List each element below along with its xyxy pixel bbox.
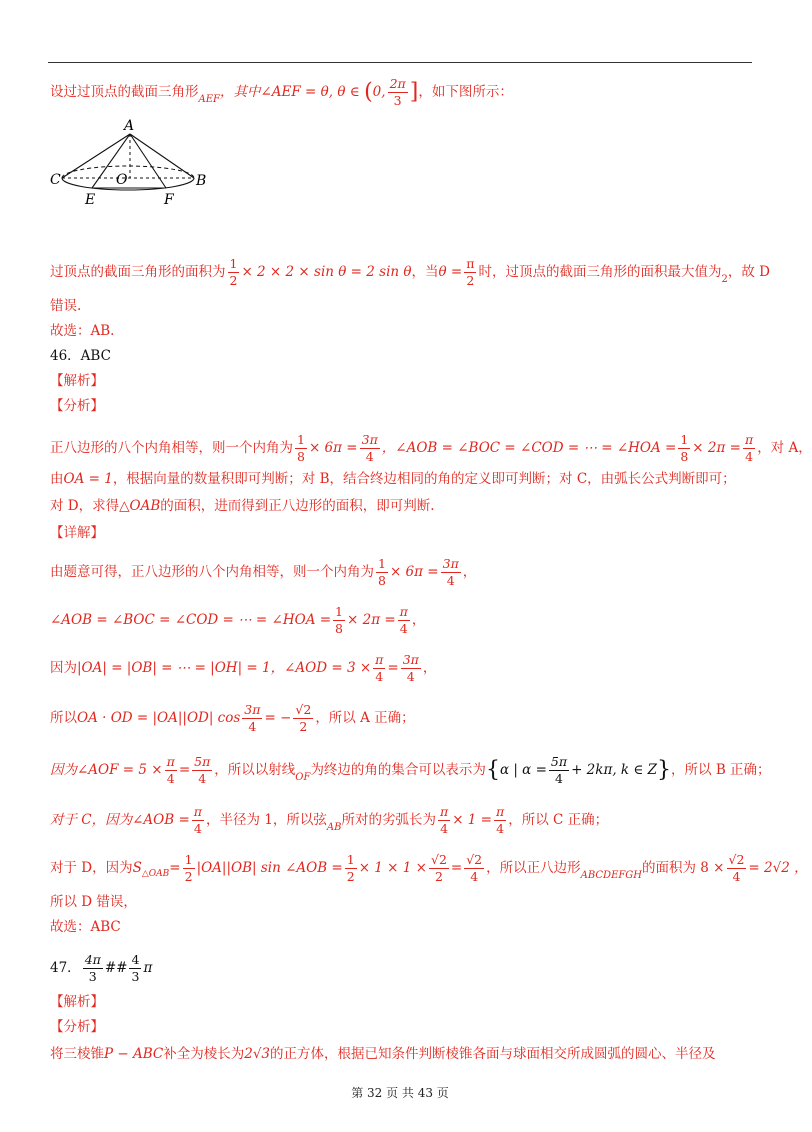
- math: ∠AOB = ∠BOC = ∠COD = ⋯ = ∠HOA =: [50, 612, 332, 628]
- bracket-right: ]: [409, 79, 419, 105]
- question-number-46: 46．ABC: [50, 348, 111, 364]
- frac-den: 8: [297, 449, 305, 464]
- text-line-15: [50, 702, 415, 735]
- text-line-18: [50, 852, 808, 886]
- text-line-4: 故选：AB.: [50, 323, 115, 339]
- section-jiexi: 【解析】: [50, 373, 104, 389]
- text: 由: [50, 471, 64, 487]
- label-c: C: [50, 172, 61, 188]
- text: 正八边形的八个内角相等，则一个内角为: [50, 440, 293, 456]
- text: ，故 D: [727, 264, 770, 280]
- frac-den: 4: [166, 771, 175, 786]
- label-e: E: [85, 192, 96, 208]
- math: OA · OD = |OA||OD| cos: [77, 710, 241, 726]
- text: 的正方体，根据已知条件判断棱锥各面与球面相交所成圆弧的圆心、半径及: [270, 1046, 716, 1062]
- text: ，所以 A 正确；: [315, 710, 415, 726]
- frac-den: 4: [198, 771, 207, 786]
- text: 对 D，求得: [50, 498, 120, 514]
- math: S: [132, 860, 142, 876]
- text-line-13: [50, 604, 425, 637]
- text: ，: [411, 612, 426, 628]
- text-line-24: [50, 1044, 716, 1064]
- text: 所以: [50, 710, 77, 726]
- frac-den: 3: [131, 969, 140, 984]
- frac-num: 1: [680, 432, 689, 447]
- page-footer: 第 32 页 共 43 页: [351, 1086, 449, 1100]
- math: × 2 × 2 × sin θ = 2 sin θ: [241, 264, 412, 280]
- frac-num: 3π: [361, 432, 378, 447]
- text: 补全为棱长为: [163, 1046, 245, 1062]
- math: π: [143, 960, 153, 976]
- question-number-47: [50, 952, 152, 985]
- math: OA = 1: [63, 471, 113, 487]
- interval-start: 0,: [372, 84, 386, 100]
- frac-den: 3: [393, 93, 402, 108]
- math: θ =: [438, 264, 463, 280]
- section-jiexi-47: 【解析】: [50, 994, 104, 1010]
- header-rule: [48, 62, 752, 63]
- frac-den: 4: [365, 449, 374, 464]
- math: 2: [721, 274, 728, 285]
- text-line-8: [50, 432, 812, 465]
- frac-den: 4: [732, 869, 741, 884]
- frac-num: 3π: [442, 556, 459, 571]
- frac-den: 4: [399, 621, 408, 636]
- label-a: A: [124, 118, 135, 134]
- frac-den: 4: [248, 719, 257, 734]
- cone-figure: [48, 118, 208, 210]
- math-sub: △OAB: [141, 869, 170, 879]
- frac-num: π: [744, 432, 754, 447]
- text-line-3: 错误.: [50, 298, 82, 314]
- frac-num: 3π: [244, 702, 261, 717]
- math: 因为∠AOF = 5 ×: [50, 762, 163, 778]
- text-line-20: 故选：ABC: [50, 919, 121, 935]
- brace-right: }: [657, 757, 672, 783]
- frac-num: π: [466, 256, 475, 271]
- frac-den: 2: [229, 273, 238, 288]
- text-line-2: [50, 256, 770, 290]
- math: =: [387, 660, 399, 676]
- text: 的面积，进而得到正八边形的面积，即可判断.: [160, 498, 435, 514]
- frac-den: 2: [434, 869, 443, 884]
- text: 的面积为 8 ×: [642, 860, 725, 876]
- text: 因为: [50, 660, 77, 676]
- section-fenxi-47: 【分析】: [50, 1019, 104, 1035]
- math: × 6π =: [389, 564, 439, 580]
- frac-num: 1: [184, 852, 193, 867]
- brace-left: {: [485, 757, 500, 783]
- frac-num: 1: [229, 256, 238, 271]
- frac-den: 8: [378, 573, 386, 588]
- frac-num: 1: [378, 556, 386, 571]
- frac-den: 2: [346, 869, 355, 884]
- label-f: F: [164, 192, 174, 208]
- math: AB: [326, 822, 342, 833]
- math: × 2π =: [692, 440, 741, 456]
- section-xiangjie: 【详解】: [50, 525, 104, 541]
- label-o: O: [116, 172, 128, 188]
- frac-den: 2: [466, 273, 475, 288]
- math: P − ABC: [104, 1046, 164, 1062]
- text: 设过过顶点的截面三角形: [50, 84, 199, 100]
- text-line-10: [50, 496, 435, 516]
- text: ，: [462, 564, 477, 580]
- math: α | α =: [499, 762, 547, 778]
- label-b: B: [196, 173, 207, 189]
- text: 对于 D，因为: [50, 860, 133, 876]
- frac-den: 8: [680, 449, 689, 464]
- frac-num: 4π: [84, 952, 101, 967]
- frac-den: 4: [375, 669, 384, 684]
- text-line-12: [50, 556, 476, 589]
- text: 过顶点的截面三角形的面积为: [50, 264, 226, 280]
- frac-num: √2: [466, 852, 483, 867]
- text-line-17: [50, 804, 608, 838]
- math: |OA||OB| sin ∠AOB =: [196, 860, 343, 876]
- frac-num: π: [439, 804, 449, 819]
- frac-num: 1: [346, 852, 355, 867]
- frac-den: 4: [440, 821, 449, 836]
- frac-num: π: [399, 604, 408, 619]
- frac-den: 8: [335, 621, 343, 636]
- text-line-16: [50, 754, 771, 788]
- text: ，根据向量的数量积即可判断；对 B，结合终边相同的角的定义即可判断；对 C，由弧长公式判断即可；: [112, 471, 736, 487]
- math: |OA| = |OB| = ⋯ = |OH| = 1: [77, 660, 271, 676]
- edge-ab: [130, 134, 194, 178]
- bracket-left: (: [364, 79, 373, 105]
- frac-den: 4: [193, 821, 202, 836]
- text: ，如下图所示：: [418, 84, 513, 100]
- frac-num: 1: [297, 432, 305, 447]
- math: × 2π =: [347, 612, 396, 628]
- edge-af: [130, 134, 166, 188]
- frac-num: √2: [295, 702, 312, 717]
- text: 由题意可得，正八边形的八个内角相等，则一个内角为: [50, 564, 374, 580]
- math: × 1 =: [452, 812, 492, 828]
- math: =: [450, 860, 463, 876]
- frac-num: 5π: [550, 754, 568, 769]
- text-line-9: [50, 469, 736, 489]
- frac-num: √2: [728, 852, 745, 867]
- math-aef: AEF: [198, 94, 220, 105]
- text: ，所以正八边形: [486, 860, 581, 876]
- frac-num: 1: [335, 604, 343, 619]
- frac-num: π: [375, 652, 384, 667]
- frac-den: 4: [555, 771, 563, 786]
- text: ，所以 C 正确；: [508, 812, 609, 828]
- frac-num: √2: [430, 852, 447, 867]
- math: =: [178, 762, 191, 778]
- frac-den: 4: [446, 573, 455, 588]
- text: 所对的劣弧长为: [341, 812, 436, 828]
- text: ，当: [411, 264, 439, 280]
- math: × 6π =: [308, 440, 358, 456]
- math: ##: [104, 960, 128, 976]
- text-line-1: [50, 76, 513, 110]
- math: = 2√2 ，: [748, 860, 808, 876]
- frac-den: 4: [470, 869, 479, 884]
- text: ，半径为 1，所以弦: [206, 812, 327, 828]
- frac-num: 5π: [194, 754, 211, 769]
- math: =: [169, 860, 181, 876]
- frac-den: 4: [406, 669, 415, 684]
- frac-num: 4: [131, 952, 140, 967]
- math: ，∠AOD = 3 ×: [270, 660, 372, 676]
- text: ，对 A，: [757, 440, 812, 456]
- frac-den: 4: [496, 821, 505, 836]
- frac-den: 2: [184, 869, 193, 884]
- frac-den: 3: [88, 969, 97, 984]
- frac-num: 2π: [389, 76, 406, 91]
- text: 将三棱锥: [50, 1046, 104, 1062]
- math: ABCDEFGH: [580, 870, 643, 881]
- math: = −: [264, 710, 292, 726]
- frac-num: π: [166, 754, 175, 769]
- text-line-19: 所以 D 错误，: [50, 894, 137, 910]
- math: + 2kπ, k ∈ Z: [571, 762, 658, 778]
- math: ，∠AOB = ∠BOC = ∠COD = ⋯ = ∠HOA =: [381, 440, 677, 456]
- frac-num: π: [495, 804, 505, 819]
- frac-num: π: [193, 804, 202, 819]
- text: 时，过顶点的截面三角形的面积最大值为: [478, 264, 722, 280]
- section-fenxi: 【分析】: [50, 398, 104, 414]
- frac-den: 2: [299, 719, 308, 734]
- base-back-arc: [62, 166, 194, 178]
- math-angle: ，其中∠AEF = θ, θ ∈: [219, 84, 360, 100]
- text: 为终边的角的集合可以表示为: [310, 762, 486, 778]
- frac-den: 4: [745, 449, 754, 464]
- text: ，: [422, 660, 437, 676]
- frac-num: 3π: [402, 652, 419, 667]
- math: 2√3: [244, 1046, 271, 1062]
- math: 对于 C，因为∠AOB =: [50, 812, 190, 828]
- text: ，所以 B 正确；: [671, 762, 771, 778]
- text: ，所以以射线: [214, 762, 296, 778]
- math: OF: [295, 772, 311, 783]
- math: × 1 × 1 ×: [358, 860, 427, 876]
- math: △OAB: [119, 498, 161, 514]
- text: 47．: [50, 960, 81, 976]
- text-line-14: [50, 652, 436, 685]
